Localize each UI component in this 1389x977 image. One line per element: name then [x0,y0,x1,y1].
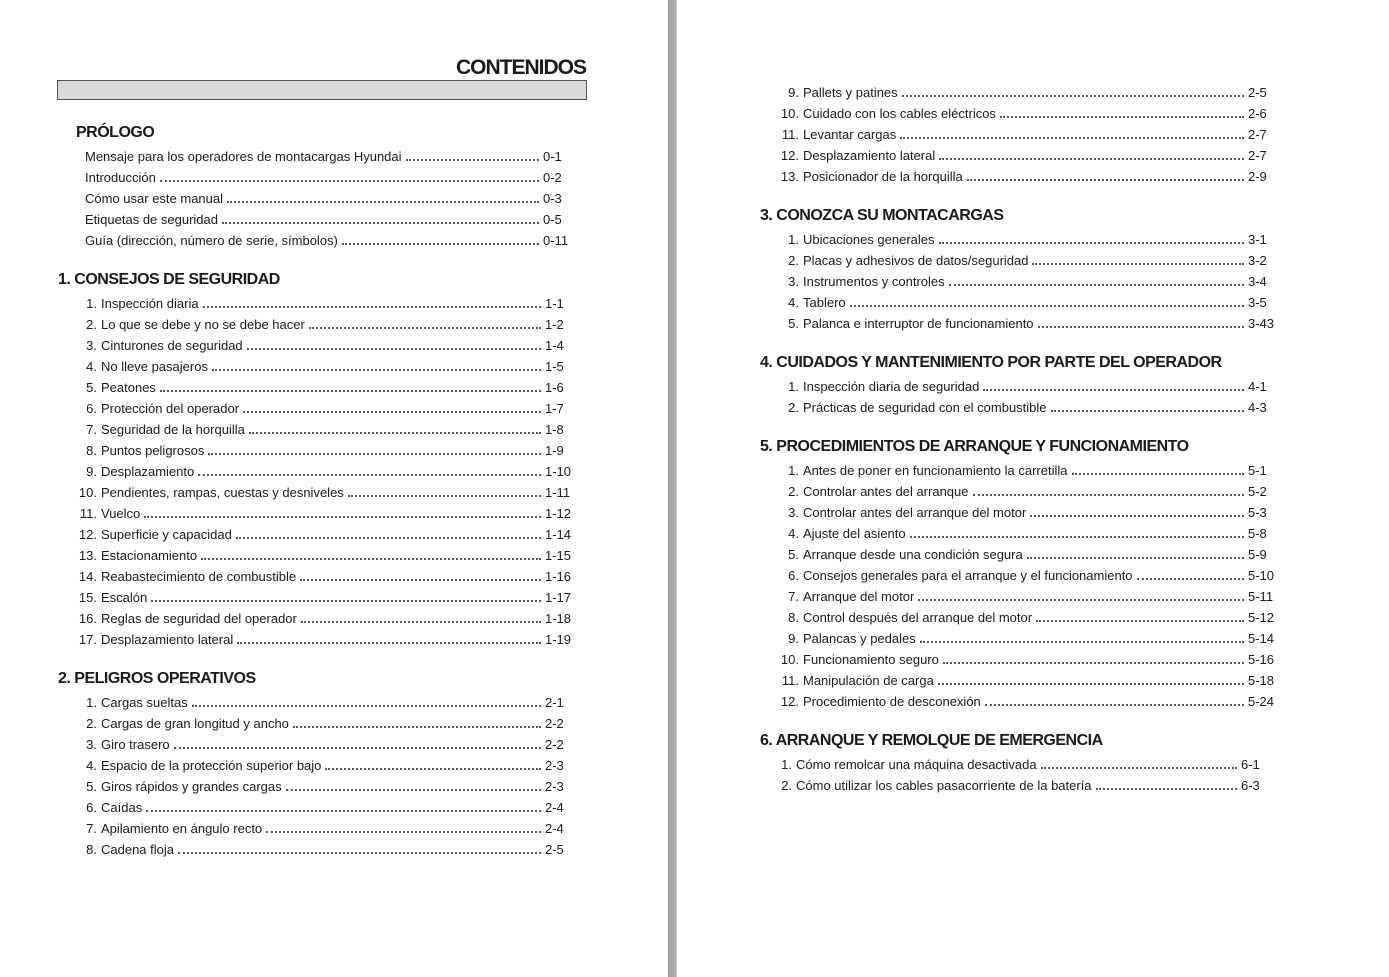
entry-page-number: 1-16 [545,569,572,584]
entry-title: Procedimiento de desconexión [803,694,981,709]
entry-number: 2. [788,253,799,268]
entry-page-number: 2-1 [545,695,564,710]
entry-number: 3. [788,274,799,289]
title-rule-bar [57,80,587,100]
entry-title: Ubicaciones generales [803,232,935,247]
entry-number: 15. [78,590,97,605]
entry-title: Cómo remolcar una máquina desactivada [796,757,1037,772]
entry-title: Reabastecimiento de combustible [101,569,297,584]
toc-entry[interactable] [776,247,1278,268]
entry-title: Cadena floja [101,842,174,857]
entry-number: 3. [86,737,97,752]
toc-entry[interactable] [58,227,573,248]
entry-page-number: 2-3 [545,779,564,794]
entry-number: 2. [781,778,792,793]
entry-number: 9. [788,631,799,646]
entry-page-number: 1-8 [545,422,564,437]
entry-page-number: 1-9 [545,443,564,458]
entry-title: Cómo usar este manual [85,191,224,206]
toc-entry[interactable] [74,836,575,857]
toc-entry[interactable] [74,815,575,836]
dot-leader [938,681,1244,685]
entry-page-number: 5-12 [1248,610,1275,625]
dot-leader [243,409,541,413]
dot-leader [1096,786,1237,790]
entry-title: Palancas y pedales [803,631,916,646]
toc-entry[interactable] [776,268,1278,289]
entry-number: 10. [780,106,799,121]
entry-number: 1. [788,379,799,394]
entry-number: 1. [86,695,97,710]
dot-leader [348,493,541,497]
dot-leader [1051,408,1244,412]
toc-entry[interactable] [776,142,1278,163]
entry-page-number: 5-9 [1248,547,1267,562]
entry-title: Manipulación de carga [803,673,934,688]
dot-leader [227,199,539,203]
entry-number: 2. [86,317,97,332]
entry-number: 9. [788,85,799,100]
entry-page-number: 2-5 [1248,85,1267,100]
entry-page-number: 1-18 [545,611,572,626]
toc-entry[interactable] [74,395,575,416]
entry-number: 6. [86,800,97,815]
page-title: CONTENIDOS [455,56,586,79]
dot-leader [236,535,541,539]
entry-title: Cargas sueltas [101,695,188,710]
toc-entry[interactable] [74,752,575,773]
entry-title: Controlar antes del arranque [803,484,969,499]
entry-number: 2. [86,716,97,731]
entry-page-number: 5-14 [1248,631,1275,646]
entry-page-number: 2-5 [545,842,564,857]
entry-title: Arranque del motor [803,589,915,604]
dot-leader [198,472,541,476]
dot-leader [174,745,541,749]
toc-entry[interactable] [74,374,575,395]
entry-title: Funcionamiento seguro [803,652,939,667]
entry-page-number: 1-6 [545,380,564,395]
dot-leader [1036,618,1244,622]
toc-entry[interactable] [74,605,575,626]
entry-number: 5. [86,779,97,794]
entry-number: 3. [788,505,799,520]
toc-entry[interactable] [776,310,1278,331]
toc-entry[interactable] [58,143,573,164]
dot-leader [1000,114,1244,118]
entry-page-number: 2-2 [545,716,564,731]
toc-entry[interactable] [74,773,575,794]
dot-leader [301,619,541,623]
section-heading: 5. PROCEDIMIENTOS DE ARRANQUE Y FUNCIONAMIENTO [760,438,1189,455]
toc-entry[interactable] [776,604,1278,625]
entry-page-number: 0-5 [543,212,562,227]
entry-title: Instrumentos y controles [803,274,945,289]
entry-title: Superficie y capacidad [101,527,232,542]
dot-leader [1137,576,1244,580]
entry-title: Reglas de seguridad del operador [101,611,297,626]
toc-entry[interactable] [776,121,1278,142]
entry-page-number: 1-19 [545,632,572,647]
toc-entry[interactable] [74,290,575,311]
entry-title: Levantar cargas [803,127,897,142]
dot-leader [973,492,1245,496]
toc-entry[interactable] [74,521,575,542]
entry-page-number: 1-4 [545,338,564,353]
entry-page-number: 2-6 [1248,106,1267,121]
entry-page-number: 1-14 [545,527,572,542]
entry-page-number: 3-4 [1248,274,1267,289]
entry-number: 3. [86,338,97,353]
dot-leader [293,724,541,728]
entry-number: 13. [780,169,799,184]
entry-page-number: 5-18 [1248,673,1275,688]
dot-leader [201,556,541,560]
dot-leader [146,808,541,812]
entry-title: Protección del operador [101,401,240,416]
entry-title: Tablero [803,295,846,310]
dot-leader [151,598,541,602]
toc-entry[interactable] [776,520,1278,541]
dot-leader [902,93,1244,97]
entry-number: 10. [78,485,97,500]
entry-number: 1. [781,757,792,772]
left-page [0,0,668,977]
entry-number: 1. [788,463,799,478]
entry-number: 12. [780,148,799,163]
entry-title: Controlar antes del arranque del motor [803,505,1027,520]
dot-leader [325,766,541,770]
dot-leader [1027,555,1244,559]
entry-number: 13. [78,548,97,563]
dot-leader [910,534,1244,538]
entry-title: Mensaje para los operadores de montacargas Hyundai [85,149,402,164]
dot-leader [939,156,1244,160]
entry-title: No lleve pasajeros [101,359,208,374]
dot-leader [967,177,1244,181]
entry-number: 11. [781,127,799,142]
entry-page-number: 6-3 [1241,778,1260,793]
dot-leader [192,703,541,707]
entry-page-number: 4-1 [1248,379,1267,394]
dot-leader [144,514,541,518]
page-gutter [668,0,677,977]
entry-number: 9. [86,464,97,479]
section-heading: 1. CONSEJOS DE SEGURIDAD [58,271,280,288]
entry-title: Estacionamiento [101,548,198,563]
entry-page-number: 5-10 [1248,568,1275,583]
toc-entry[interactable] [776,373,1278,394]
entry-title: Cinturones de seguridad [101,338,243,353]
dot-leader [222,220,539,224]
dot-leader [247,346,541,350]
entry-title: Desplazamiento lateral [803,148,936,163]
entry-title: Cómo utilizar los cables pasacorriente de la batería [796,778,1092,793]
entry-number: 7. [86,821,97,836]
entry-number: 16. [78,611,97,626]
entry-number: 7. [86,422,97,437]
toc-entry[interactable] [769,751,1271,772]
entry-number: 8. [788,610,799,625]
entry-title: Vuelco [101,506,141,521]
entry-page-number: 1-15 [545,548,572,563]
entry-title: Posicionador de la horquilla [803,169,963,184]
entry-number: 11. [79,506,97,521]
toc-entry[interactable] [776,625,1278,646]
entry-title: Consejos generales para el arranque y el funcionamiento [803,568,1133,583]
entry-title: Etiquetas de seguridad [85,212,218,227]
entry-page-number: 2-7 [1248,127,1267,142]
entry-page-number: 5-2 [1248,484,1267,499]
entry-title: Inspección diaria de seguridad [803,379,980,394]
entry-title: Inspección diaria [101,296,199,311]
section-heading: PRÓLOGO [76,124,155,141]
toc-entry[interactable] [776,226,1278,247]
entry-title: Guía (dirección, número de serie, símbolos) [85,233,338,248]
entry-page-number: 1-12 [545,506,572,521]
toc-entry[interactable] [74,542,575,563]
toc-entry[interactable] [74,794,575,815]
toc-entry[interactable] [776,100,1278,121]
toc-entry[interactable] [74,332,575,353]
entry-title: Desplazamiento [101,464,195,479]
toc-entry[interactable] [74,416,575,437]
entry-title: Arranque desde una condición segura [803,547,1023,562]
entry-number: 6. [86,401,97,416]
entry-number: 14. [78,569,97,584]
toc-entry[interactable] [74,353,575,374]
dot-leader [943,660,1244,664]
toc-entry[interactable] [776,667,1278,688]
dot-leader [300,577,541,581]
toc-entry[interactable] [74,710,575,731]
entry-page-number: 5-11 [1248,589,1274,604]
toc-entry[interactable] [776,583,1278,604]
toc-entry[interactable] [74,584,575,605]
entry-page-number: 5-16 [1248,652,1275,667]
dot-leader [900,135,1244,139]
entry-number: 7. [788,589,799,604]
dot-leader [983,387,1244,391]
entry-page-number: 0-1 [543,149,562,164]
entry-number: 5. [86,380,97,395]
entry-title: Giros rápidos y grandes cargas [101,779,282,794]
section-heading: 3. CONOZCA SU MONTACARGAS [760,207,1004,224]
entry-page-number: 1-10 [545,464,572,479]
dot-leader [237,640,541,644]
dot-leader [1041,765,1237,769]
entry-title: Cuidado con los cables eléctricos [803,106,996,121]
dot-leader [342,241,539,245]
dot-leader [920,639,1244,643]
dot-leader [286,787,541,791]
entry-number: 4. [788,295,799,310]
entry-title: Antes de poner en funcionamiento la carretilla [803,463,1068,478]
entry-title: Pendientes, rampas, cuestas y desniveles [101,485,344,500]
toc-entry[interactable] [74,311,575,332]
toc-entry[interactable] [74,731,575,752]
entry-title: Escalón [101,590,148,605]
entry-page-number: 1-7 [545,401,564,416]
toc-entry[interactable] [776,478,1278,499]
entry-page-number: 2-9 [1248,169,1267,184]
entry-number: 11. [781,673,799,688]
entry-page-number: 2-4 [545,821,564,836]
entry-title: Desplazamiento lateral [101,632,234,647]
dot-leader [249,430,541,434]
entry-title: Cargas de gran longitud y ancho [101,716,289,731]
toc-entry[interactable] [74,563,575,584]
entry-number: 4. [788,526,799,541]
entry-title: Palanca e interruptor de funcionamiento [803,316,1034,331]
dot-leader [918,597,1244,601]
entry-number: 12. [780,694,799,709]
entry-number: 17. [78,632,97,647]
entry-page-number: 5-1 [1248,463,1267,478]
dot-leader [406,157,539,161]
dot-leader [850,303,1244,307]
toc-entry[interactable] [74,689,575,710]
entry-title: Lo que se debe y no se debe hacer [101,317,305,332]
entry-page-number: 3-43 [1248,316,1275,331]
entry-title: Seguridad de la horquilla [101,422,245,437]
toc-entry[interactable] [58,185,573,206]
entry-page-number: 5-3 [1248,505,1267,520]
entry-title: Caídas [101,800,143,815]
entry-page-number: 3-5 [1248,295,1267,310]
entry-number: 8. [86,842,97,857]
entry-title: Introducción [85,170,156,185]
entry-title: Control después del arranque del motor [803,610,1033,625]
entry-number: 2. [788,400,799,415]
toc-entry[interactable] [776,289,1278,310]
dot-leader [203,304,541,308]
entry-page-number: 6-1 [1241,757,1260,772]
toc-entry[interactable] [776,688,1278,709]
entry-page-number: 3-1 [1248,232,1267,247]
dot-leader [212,367,541,371]
dot-leader [1032,261,1244,265]
entry-page-number: 1-2 [545,317,564,332]
section-heading: 4. CUIDADOS Y MANTENIMIENTO POR PARTE DEL OPERADOR [760,354,1222,371]
entry-page-number: 1-17 [545,590,572,605]
entry-number: 8. [86,443,97,458]
entry-number: 5. [788,316,799,331]
toc-entry[interactable] [769,772,1271,793]
dot-leader [178,850,541,854]
toc-entry[interactable] [776,457,1278,478]
entry-page-number: 5-24 [1248,694,1275,709]
dot-leader [949,282,1244,286]
right-page [677,0,1389,977]
toc-entry[interactable] [776,562,1278,583]
dot-leader [1072,471,1245,475]
dot-leader [160,388,541,392]
entry-number: 2. [788,484,799,499]
dot-leader [985,702,1244,706]
entry-number: 1. [86,296,97,311]
entry-page-number: 2-4 [545,800,564,815]
entry-number: 4. [86,359,97,374]
entry-title: Ajuste del asiento [803,526,906,541]
entry-page-number: 0-3 [543,191,562,206]
dot-leader [939,240,1244,244]
entry-title: Puntos peligrosos [101,443,205,458]
entry-number: 6. [788,568,799,583]
entry-page-number: 4-3 [1248,400,1267,415]
toc-entry[interactable] [74,479,575,500]
entry-number: 10. [780,652,799,667]
entry-number: 4. [86,758,97,773]
entry-number: 12. [78,527,97,542]
dot-leader [1030,513,1244,517]
toc-entry[interactable] [776,541,1278,562]
entry-page-number: 2-2 [545,737,564,752]
dot-leader [266,829,541,833]
entry-page-number: 1-1 [545,296,564,311]
entry-title: Pallets y patines [803,85,898,100]
toc-entry[interactable] [776,646,1278,667]
toc-entry[interactable] [74,437,575,458]
entry-title: Prácticas de seguridad con el combustible [803,400,1047,415]
dot-leader [208,451,541,455]
toc-entry[interactable] [74,458,575,479]
entry-number: 5. [788,547,799,562]
dot-leader [160,178,539,182]
toc-entry[interactable] [776,163,1278,184]
entry-title: Espacio de la protección superior bajo [101,758,322,773]
entry-page-number: 1-5 [545,359,564,374]
toc-entry[interactable] [776,499,1278,520]
entry-title: Giro trasero [101,737,170,752]
toc-entry[interactable] [776,394,1278,415]
entry-page-number: 2-7 [1248,148,1267,163]
entry-page-number: 0-2 [543,170,562,185]
toc-entry[interactable] [74,626,575,647]
toc-entry[interactable] [58,164,573,185]
entry-page-number: 5-8 [1248,526,1267,541]
entry-page-number: 1-11 [545,485,571,500]
entry-title: Peatones [101,380,156,395]
entry-number: 1. [788,232,799,247]
entry-page-number: 0-11 [543,233,569,248]
dot-leader [1038,324,1244,328]
dot-leader [309,325,541,329]
toc-entry[interactable] [74,500,575,521]
entry-page-number: 2-3 [545,758,564,773]
entry-page-number: 3-2 [1248,253,1267,268]
section-heading: 2. PELIGROS OPERATIVOS [58,670,256,687]
entry-title: Placas y adhesivos de datos/seguridad [803,253,1029,268]
toc-entry[interactable] [58,206,573,227]
entry-title: Apilamiento en ángulo recto [101,821,263,836]
section-heading: 6. ARRANQUE Y REMOLQUE DE EMERGENCIA [760,732,1103,749]
toc-entry[interactable] [776,79,1278,100]
